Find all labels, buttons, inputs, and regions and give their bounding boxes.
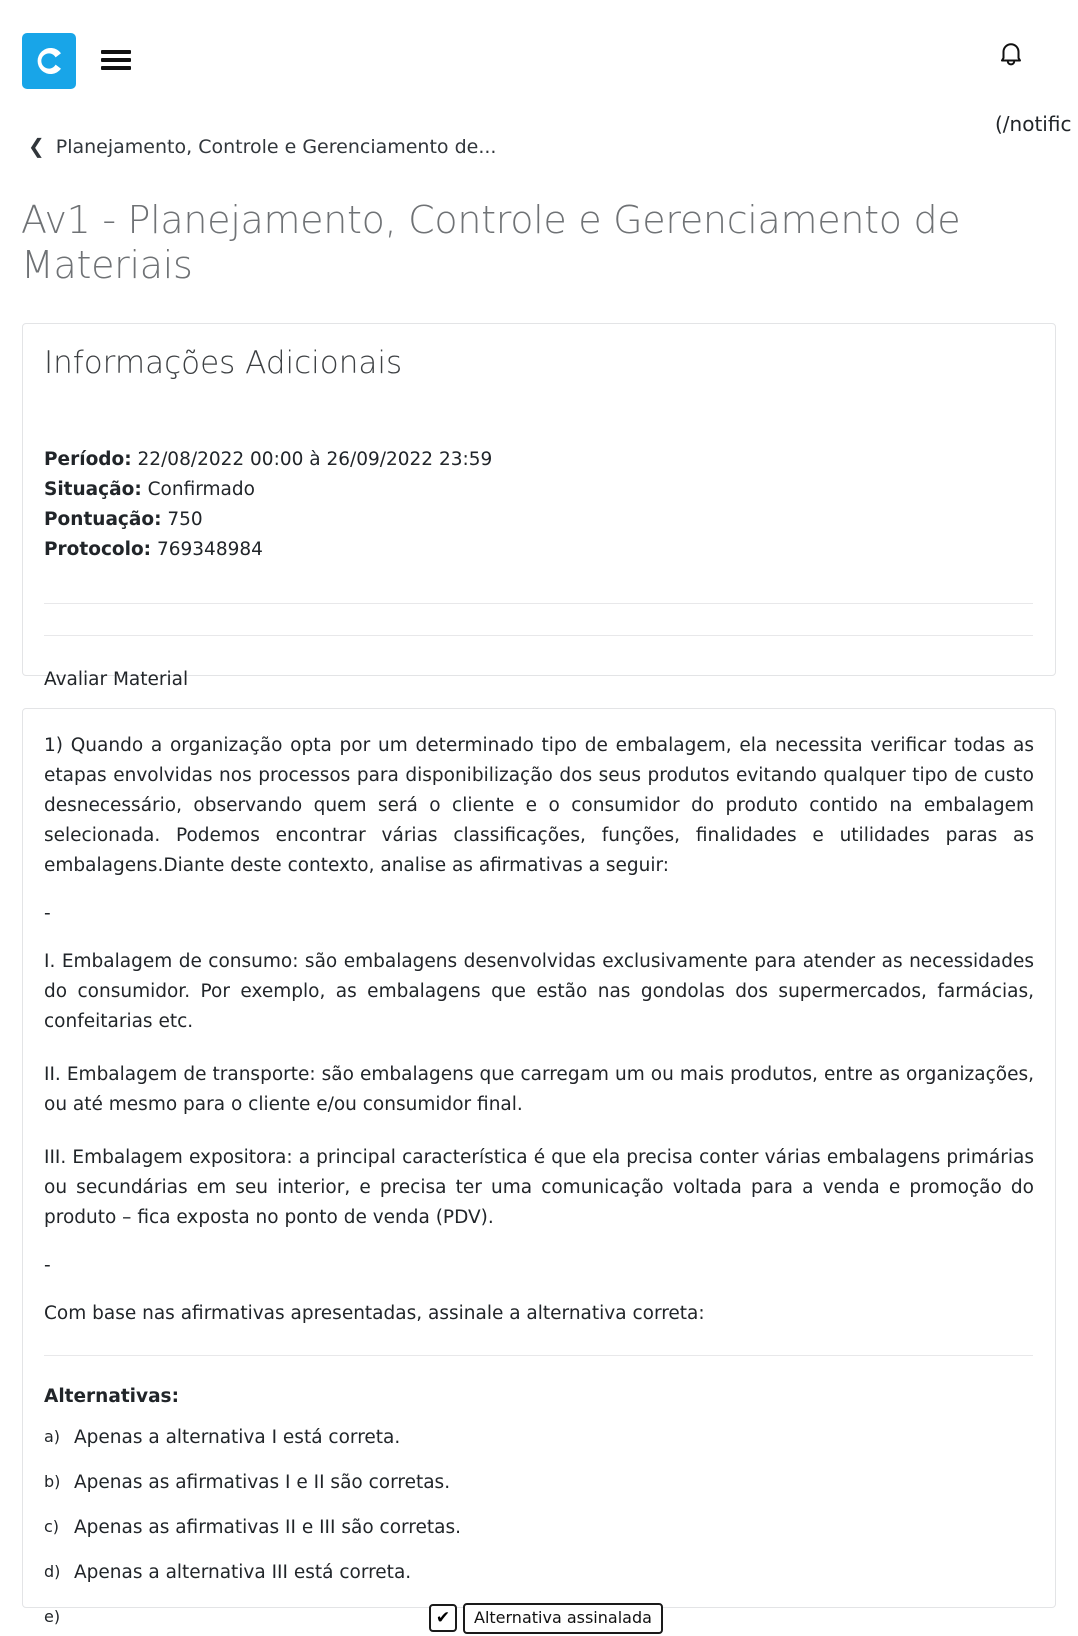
app-logo[interactable] (22, 33, 76, 89)
alternative-option-c[interactable] (44, 1516, 1034, 1542)
bell-glyph (996, 38, 1026, 68)
evaluate-material-link[interactable]: Avaliar Material (44, 669, 189, 691)
alternatives-list (44, 1426, 1034, 1636)
info-label: Período: (44, 449, 132, 471)
page-title: Av1 - Planejamento, Controle e Gerenciamento de Materiais (21, 198, 961, 287)
question-dash-2: - (44, 1254, 51, 1276)
question-closing: Com base nas afirmativas apresentadas, assinale a alternativa correta: (44, 1302, 705, 1324)
affirmation-ii: II. Embalagem de transporte: são embalagens que carregam um ou mais produtos, entre as organizações, ou até mesmo para o cliente e/ou consumidor final. (44, 1063, 1034, 1115)
bell-icon[interactable] (996, 38, 1026, 68)
question-card (22, 708, 1056, 1628)
hamburger-bar (101, 58, 131, 62)
divider (44, 603, 1033, 604)
top-bar (0, 0, 1078, 136)
alternatives-title: Alternativas: (44, 1385, 179, 1407)
affirmation-iii: III. Embalagem expositora: a principal característica é que ela precisa conter várias embalagens primárias ou secundárias em seu interior, e precisa ter uma comunicação voltada para a venda e promoção do produto – fica exposta no ponto de venda (PDV). (44, 1146, 1034, 1228)
alternative-option-d[interactable] (44, 1561, 1034, 1587)
alternative-text: Apenas a alternativa III está correta. (74, 1561, 412, 1583)
question-dash-1: - (44, 902, 51, 924)
alternative-letter: c) (44, 1516, 60, 1536)
breadcrumb[interactable] (28, 136, 496, 158)
info-label: Situação: (44, 479, 142, 501)
alternative-text: Apenas as afirmativas I e II são corretas. (74, 1471, 451, 1493)
question-statement: 1) Quando a organização opta por um determinado tipo de embalagem, ela necessita verificar todas as etapas envolvidas nos processos para disponibilização dos seus produtos evitando qualquer tipo de custo desnecessário, observando quem será o cliente e o consumidor do produto contido na embalagem selecionada. Podemos encontrar várias classificações, funções, finalidades e utilidades paras as embalagens.Diante deste contexto, analise as afirmativas a seguir: (44, 735, 1034, 876)
hamburger-bar (101, 66, 131, 70)
alternative-letter: e) (44, 1606, 61, 1626)
info-field-pontuacao (44, 505, 1034, 535)
info-label: Protocolo: (44, 539, 152, 561)
info-label: Pontuação: (44, 509, 162, 531)
chevron-left-icon: ❮ (28, 134, 45, 158)
divider (44, 1355, 1033, 1356)
hamburger-menu-icon[interactable] (101, 47, 131, 73)
alternative-letter: a) (44, 1426, 61, 1446)
alternative-option-a[interactable] (44, 1426, 1034, 1452)
info-field-periodo (44, 445, 1034, 475)
affirmation-i: I. Embalagem de consumo: são embalagens desenvolvidas exclusivamente para atender as necessidades do consumidor. Por exemplo, as embalagens que estão nas gondolas dos supermercados, farmácias, confeitarias etc. (44, 950, 1034, 1032)
additional-info-card (22, 323, 1056, 691)
marked-alternative-badge (429, 1603, 663, 1634)
info-field-situacao (44, 475, 1034, 505)
info-value: Confirmado (147, 479, 255, 501)
alternative-letter: d) (44, 1561, 61, 1581)
logo-c-icon (31, 43, 67, 79)
alternative-text: Apenas as afirmativas II e III são corretas. (74, 1516, 461, 1538)
alternative-option-b[interactable] (44, 1471, 1034, 1497)
info-field-protocolo (44, 535, 1034, 565)
alternative-text: Apenas a alternativa I está correta. (74, 1426, 401, 1448)
hamburger-bar (101, 50, 131, 54)
info-value: 22/08/2022 00:00 à 26/09/2022 23:59 (137, 449, 493, 471)
alternative-option-e[interactable] (44, 1606, 1034, 1636)
checkmark-icon[interactable]: ✔ (429, 1604, 457, 1632)
info-value: 750 (167, 509, 203, 531)
divider (44, 635, 1033, 636)
marked-alternative-label[interactable]: Alternativa assinalada (463, 1603, 663, 1634)
alternative-letter: b) (44, 1471, 61, 1491)
info-value: 769348984 (156, 539, 263, 561)
notification-link[interactable]: (/notific (995, 112, 1072, 136)
info-field-list (44, 445, 1034, 565)
breadcrumb-label: Planejamento, Controle e Gerenciamento de... (55, 136, 497, 158)
info-card-heading: Informações Adicionais (44, 345, 403, 381)
